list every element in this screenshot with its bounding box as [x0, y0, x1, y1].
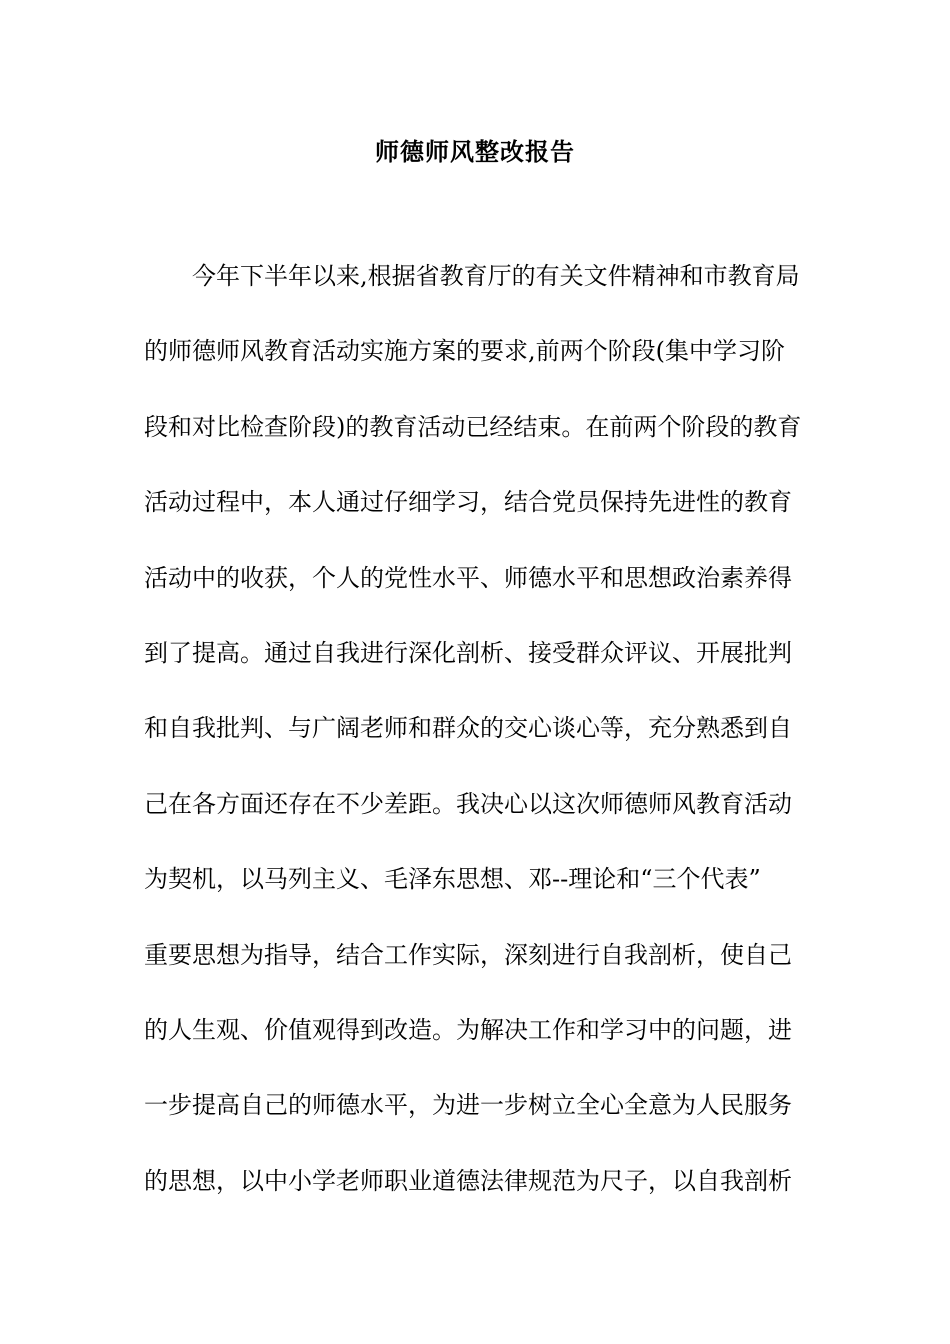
paragraph-line: 的思想，以中小学老师职业道德法律规范为尺子，以自我剖析 — [144, 1166, 792, 1195]
paragraph-line: 的师德师风教育活动实施方案的要求,前两个阶段(集中学习阶 — [144, 337, 785, 366]
paragraph-line: 为契机，以马列主义、毛泽东思想、邓--理论和“三个代表” — [144, 865, 761, 894]
paragraph-line: 活动过程中，本人通过仔细学习，结合党员保持先进性的教育 — [144, 488, 792, 517]
paragraph-line: 重要思想为指导，结合工作实际，深刻进行自我剖析，使自己 — [144, 940, 792, 969]
paragraph-line: 的人生观、价值观得到改造。为解决工作和学习中的问题，进 — [144, 1015, 792, 1044]
document-title: 师德师风整改报告 — [375, 137, 575, 166]
paragraph-line: 今年下半年以来,根据省教育厅的有关文件精神和市教育局 — [192, 262, 800, 290]
paragraph-line: 和自我批判、与广阔老师和群众的交心谈心等，充分熟悉到自 — [144, 714, 792, 743]
paragraph-line: 己在各方面还存在不少差距。我决心以这次师德师风教育活动 — [144, 789, 792, 818]
document-body — [144, 254, 806, 1234]
paragraph-line: 到了提高。通过自我进行深化剖析、接受群众评议、开展批判 — [144, 638, 792, 667]
paragraph-line: 段和对比检查阶段)的教育活动已经结束。在前两个阶段的教育 — [144, 412, 802, 441]
paragraph-line: 一步提高自己的师德水平，为进一步树立全心全意为人民服务 — [144, 1091, 792, 1120]
paragraph-line: 活动中的收获，个人的党性水平、师德水平和思想政治素养得 — [144, 563, 792, 592]
